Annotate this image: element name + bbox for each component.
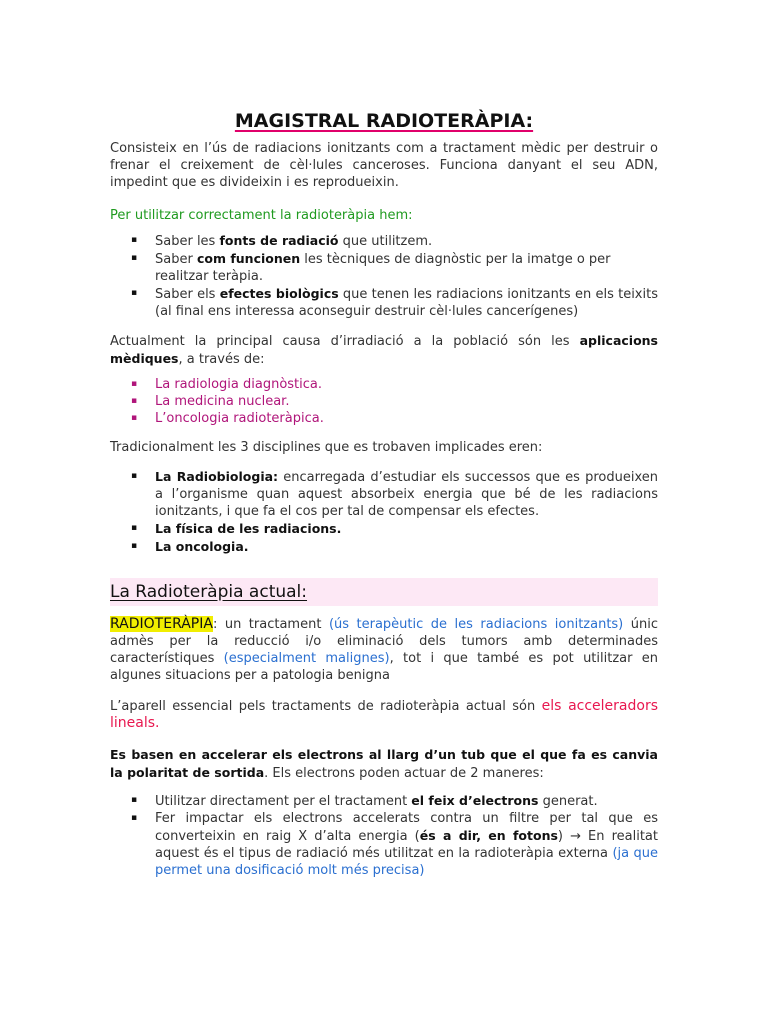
bullet-icon: ▪	[131, 396, 138, 406]
bullet-icon: ▪	[131, 413, 138, 423]
list-item: ▪ La oncologia.	[131, 539, 249, 554]
traditional-paragraph: Tradicionalment les 3 disciplines que es trobaven implicades eren:	[110, 440, 543, 455]
ways-list	[110, 792, 658, 879]
use-list	[110, 232, 658, 320]
intro-paragraph: Consisteix en l’ús de radiacions ionitzants com a tractament mèdic per destruir o frenar el creixement de cèl·lules canceroses. Funciona danyant el seu ADN, impedint que es divideixin i es reprodueixin.	[110, 141, 658, 190]
list-item: ▪ Saber les fonts de radiació que utilitzem.	[131, 233, 433, 249]
bullet-icon: ▪	[131, 523, 138, 533]
list-item: ▪ La medicina nuclear.	[131, 394, 290, 409]
definition-paragraph: RADIOTERÀPIA: un tractament (ús terapèutic de les radiacions ionitzants) únic admès per la reducció i/o eliminació dels tumors amb determinades característiques (especialment malignes), tot i que també es pot utilitzar en algunes situacions per a patologia benigna	[110, 616, 659, 683]
section-heading: La Radioteràpia actual:	[110, 578, 658, 606]
apparatus-paragraph: L’aparell essencial pels tractaments de radioteràpia actual són els acceleradors lineals.	[110, 698, 658, 731]
list-item: ▪ L’oncologia radioteràpica.	[131, 411, 324, 426]
list-item: ▪ Saber els efectes biològics que tenen les radiacions ionitzants en els teixits (al final ens interessa aconseguir destruir cèl·lules cancerígenes)	[131, 286, 658, 319]
bullet-icon: ▪	[131, 235, 138, 245]
document-content	[110, 108, 658, 879]
bullet-icon: ▪	[131, 813, 138, 823]
bullet-icon: ▪	[131, 795, 138, 805]
bullet-icon: ▪	[131, 253, 138, 263]
list-item: ▪ La radiologia diagnòstica.	[131, 377, 323, 392]
actual-paragraph: Actualment la principal causa d’irradiació a la població són les aplicacions mèdiques, a través de:	[110, 333, 658, 367]
bullet-icon: ▪	[131, 379, 138, 389]
basis-paragraph: Es basen en accelerar els electrons al llarg d’un tub que el que fa es canvia la polaritat de sortida. Els electrons poden actuar de 2 maneres:	[110, 747, 658, 781]
list-item: ▪ Utilitzar directament per el tractament el feix d’electrons generat.	[131, 793, 598, 809]
use-heading: Per utilitzar correctament la radioteràpia hem:	[110, 208, 413, 223]
list-item: ▪ La Radiobiologia: encarregada d’estudiar els successos que es produeixen a l’organisme quan aquest absorbeix energia que bé de les radiacions ionitzants, i que fa el cos per tal de compensar els efectes.	[131, 469, 659, 519]
list-item: ▪ La física de les radiacions.	[131, 521, 342, 536]
bullet-icon: ▪	[131, 471, 138, 481]
list-item: ▪ Saber com funcionen les tècniques de diagnòstic per la imatge o per realitzar teràpia.	[131, 251, 611, 284]
list-item: ▪ Fer impactar els electrons accelerats contra un filtre per tal que es converteixin en raig X d’alta energia (és a dir, en fotons) → En realitat aquest és el tipus de radiació més utilitzat en la radioteràpia externa (ja que permet una dosificació molt més precisa)	[131, 811, 658, 878]
bullet-icon: ▪	[131, 288, 138, 298]
page-title: MAGISTRAL RADIOTERÀPIA:	[234, 110, 534, 132]
bullet-icon: ▪	[131, 541, 138, 551]
applications-list	[110, 376, 658, 427]
disciplines-list	[110, 468, 658, 556]
